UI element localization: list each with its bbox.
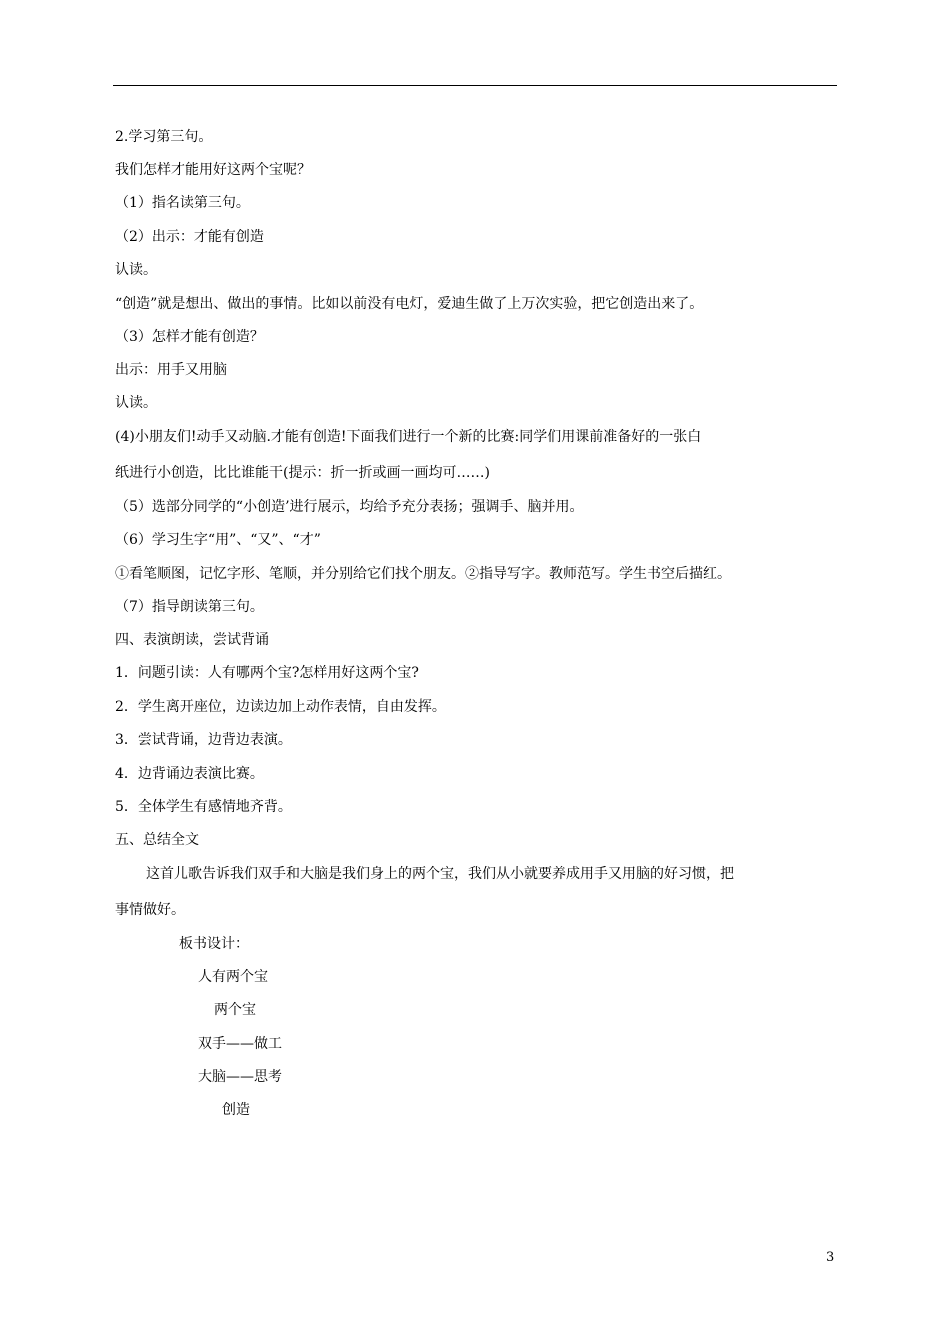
text-line: “创造”就是想出、做出的事情。比如以前没有电灯，爱迪生做了上万次实验，把它创造出来了。 bbox=[115, 296, 704, 312]
board-subtitle: 两个宝 bbox=[214, 1002, 256, 1018]
page-number: 3 bbox=[826, 1250, 835, 1265]
text-line: 这首儿歌告诉我们双手和大脑是我们身上的两个宝，我们从小就要养成用手又用脑的好习惯，把 bbox=[146, 866, 734, 882]
section-heading: 五、总结全文 bbox=[115, 832, 199, 848]
text-line: 2.学习第三句。 bbox=[115, 129, 213, 145]
text-line: （2）出示：才能有创造 bbox=[115, 229, 264, 245]
board-row: 大脑——思考 bbox=[198, 1069, 282, 1085]
text-line: 出示：用手又用脑 bbox=[115, 362, 227, 378]
header-rule bbox=[113, 85, 837, 86]
text-line: 认读。 bbox=[115, 395, 157, 411]
text-line: 纸进行小创造，比比谁能干(提示：折一折或画一画均可……) bbox=[115, 465, 490, 481]
text-line: 事情做好。 bbox=[115, 902, 185, 918]
board-row: 双手——做工 bbox=[198, 1036, 282, 1052]
board-title: 人有两个宝 bbox=[198, 969, 268, 985]
text-line: 5．全体学生有感情地齐背。 bbox=[115, 799, 292, 815]
text-line: 3．尝试背诵，边背边表演。 bbox=[115, 732, 292, 748]
text-line: 4．边背诵边表演比赛。 bbox=[115, 766, 264, 782]
text-line: 我们怎样才能用好这两个宝呢？ bbox=[115, 162, 311, 178]
section-heading: 四、表演朗读，尝试背诵 bbox=[115, 632, 269, 648]
text-line: (4)小朋友们!动手又动脑.才能有创造!下面我们进行一个新的比赛:同学们用课前准备好的一张白 bbox=[115, 429, 702, 445]
text-line: 认读。 bbox=[115, 262, 157, 278]
text-line: （5）选部分同学的“小创造’进行展示，均给予充分表扬；强调手、脑并用。 bbox=[115, 499, 584, 515]
text-line: （3）怎样才能有创造？ bbox=[115, 329, 264, 345]
board-bottom: 创造 bbox=[222, 1102, 250, 1118]
text-line: ①看笔顺图，记忆字形、笔顺，并分别给它们找个朋友。②指导写字。教师范写。学生书空后描红。 bbox=[115, 566, 731, 582]
text-line: 2．学生离开座位，边读边加上动作表情，自由发挥。 bbox=[115, 699, 446, 715]
text-line: （1）指名读第三句。 bbox=[115, 195, 250, 211]
text-line: 1．问题引读：人有哪两个宝?怎样用好这两个宝? bbox=[115, 665, 419, 681]
board-heading: 板书设计： bbox=[179, 936, 249, 952]
text-line: （6）学习生字“用”、“又”、“才” bbox=[115, 532, 321, 548]
text-line: （7）指导朗读第三句。 bbox=[115, 599, 264, 615]
